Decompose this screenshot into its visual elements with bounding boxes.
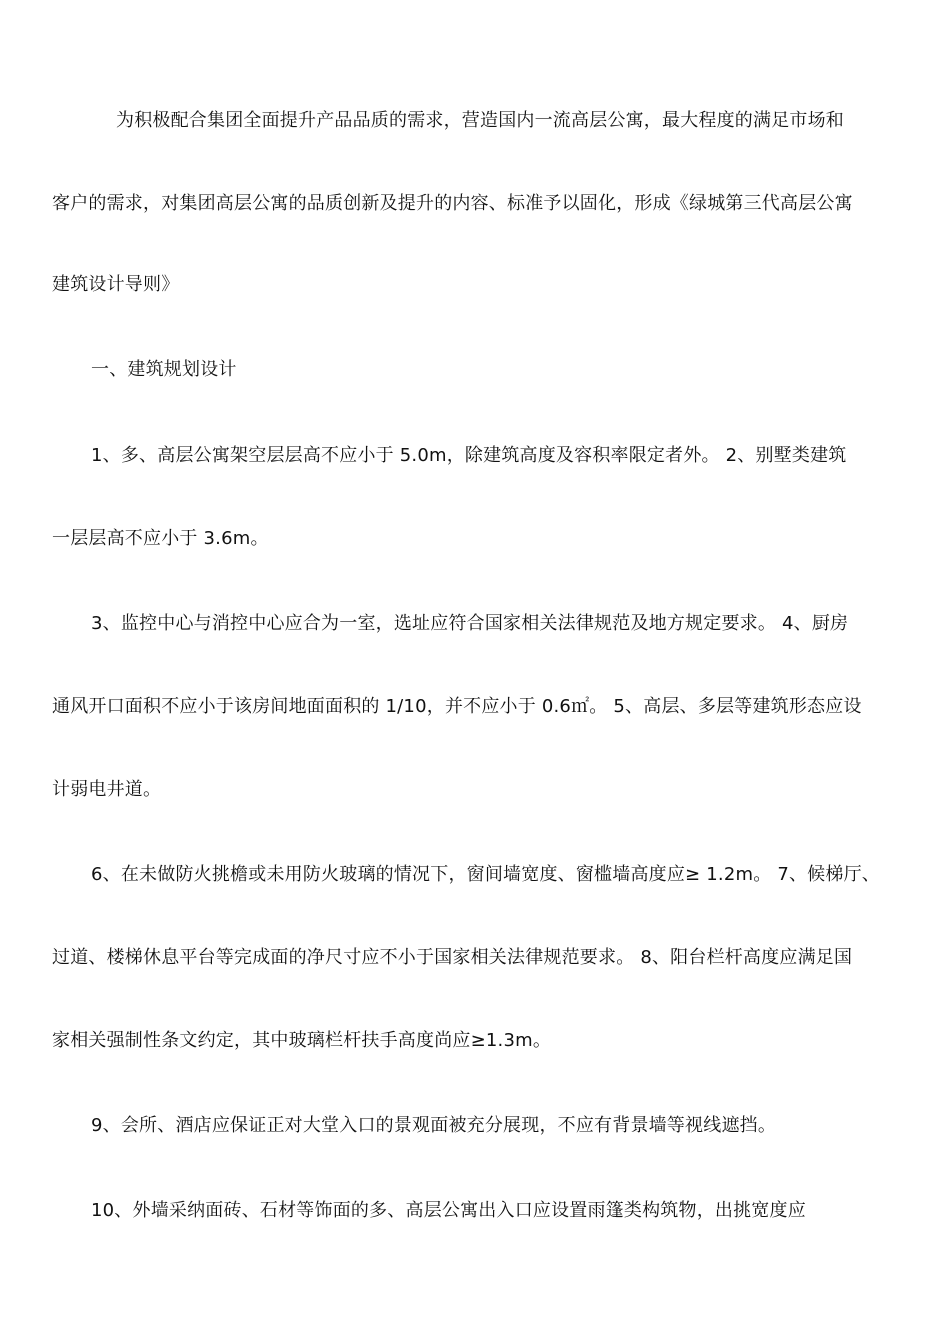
item-1-2-line-2: 一层层高不应小于 3.6m。 <box>52 528 269 549</box>
item-6-8-line-2: 过道、楼梯休息平台等完成面的净尺寸应不小于国家相关法律规范要求。 8、阳台栏杆高度应满足国 <box>52 947 853 968</box>
intro-paragraph-line-2: 客户的需求，对集团高层公寓的品质创新及提升的内容、标准予以固化，形成《绿城第三代高层公寓 <box>52 193 853 214</box>
item-10-line: 10、外墙采纳面砖、石材等饰面的多、高层公寓出入口应设置雨篷类构筑物，出挑宽度应 <box>91 1200 806 1221</box>
item-3-5-line-2: 通风开口面积不应小于该房间地面面积的 1/10，并不应小于 0.6㎡。 5、高层、多层等建筑形态应设 <box>52 696 862 717</box>
item-6-8-line-1: 6、在未做防火挑檐或未用防火玻璃的情况下，窗间墙宽度、窗槛墙高度应≥ 1.2m。 7、候梯厅、 <box>91 864 880 885</box>
item-3-5-line-1: 3、监控中心与消控中心应合为一室，选址应符合国家相关法律规范及地方规定要求。 4、厨房 <box>91 613 849 634</box>
item-1-2-line-1: 1、多、高层公寓架空层层高不应小于 5.0m，除建筑高度及容积率限定者外。 2、别墅类建筑 <box>91 445 847 466</box>
intro-paragraph-line-1: 为积极配合集团全面提升产品品质的需求，营造国内一流高层公寓，最大程度的满足市场和 <box>116 110 844 131</box>
item-9-line: 9、会所、酒店应保证正对大堂入口的景观面被充分展现，不应有背景墙等视线遮挡。 <box>91 1115 777 1136</box>
item-3-5-line-3: 计弱电井道。 <box>52 779 162 800</box>
item-6-8-line-3: 家相关强制性条文约定，其中玻璃栏杆扶手高度尚应≥1.3m。 <box>52 1030 552 1051</box>
intro-paragraph-line-3: 建筑设计导则》 <box>52 274 180 295</box>
section-heading: 一、建筑规划设计 <box>91 359 237 380</box>
